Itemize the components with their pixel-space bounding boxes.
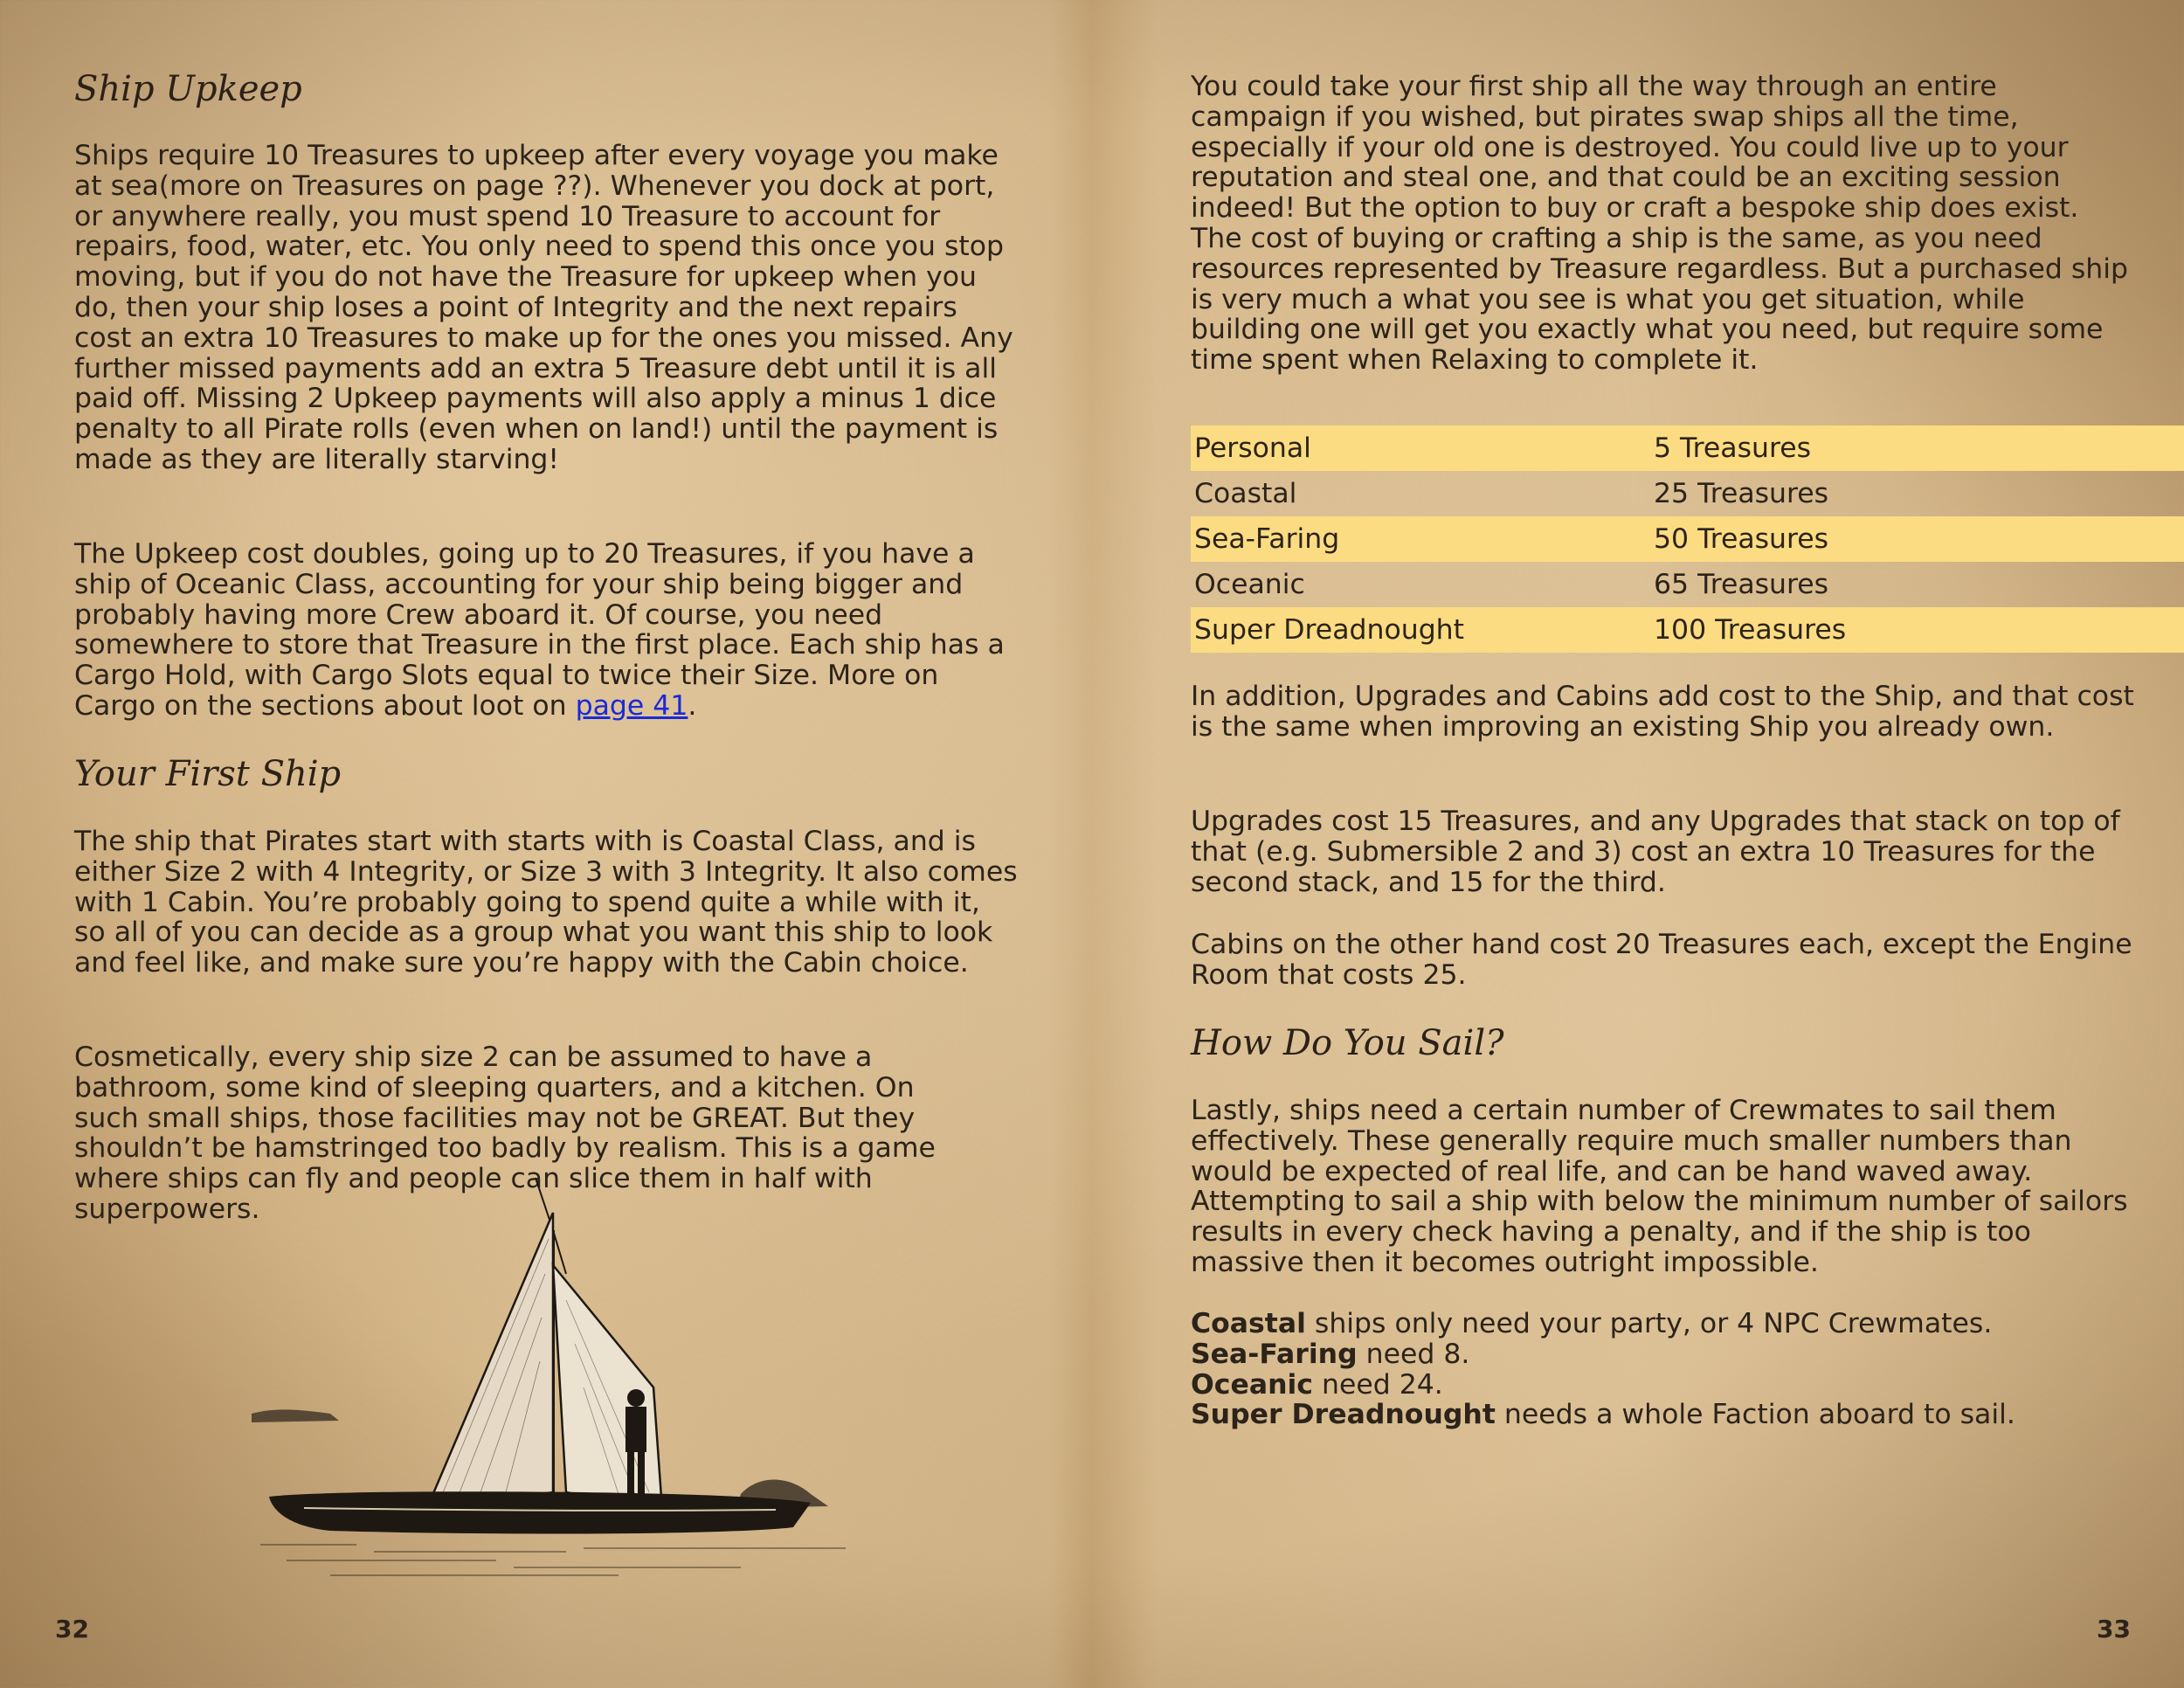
sailboat-engraving-icon: [252, 1178, 881, 1588]
ship-class-cell: Personal: [1194, 432, 1311, 464]
right-page: [1092, 0, 2184, 1688]
table-row: [1191, 425, 2184, 471]
cabins-paragraph: Cabins on the other hand cost 20 Treasures each, except the Engine Room that costs 25.: [1191, 929, 2132, 991]
page-number-right: 33: [2097, 1615, 2131, 1643]
crew-line-coastal: Coastal ships only need your party, or 4 NPC Crewmates.: [1191, 1308, 1993, 1339]
page-number-left: 32: [55, 1615, 89, 1643]
ship-cost-cell: 25 Treasures: [1654, 478, 1829, 509]
heading-your-first-ship: Your First Ship: [74, 754, 342, 794]
ship-class-cell: Super Dreadnought: [1194, 614, 1465, 646]
crew-line-oceanic: Oceanic need 24.: [1191, 1368, 1443, 1401]
crew-line-super-dreadnought: Super Dreadnought needs a whole Faction aboard to sail.: [1191, 1399, 2015, 1431]
period: .: [688, 689, 697, 722]
ship-cost-cell: 5 Treasures: [1654, 432, 1812, 464]
ship-class-cell: Oceanic: [1194, 569, 1305, 600]
first-ship-paragraph-1: The ship that Pirates start with starts with is Coastal Class, and is either Size 2 with 4 Integrity, or Size 3 with 3 Integrity. It also comes with 1 Cabin. You’re probably going to spend quite a while with it, so all of you can decide as a group what you want this ship to look and feel like, and make sure you’re happy with the Cabin choice.: [74, 826, 1018, 979]
sail-paragraph: Lastly, ships need a certain number of Crewmates to sail them effectively. These generally require much smaller numbers than would be expected of real life, and can be hand waved away. Attempting to sail a ship with below the minimum number of sailors results in every check having a penalty, and if the ship is too massive then it becomes outright impossible.: [1191, 1095, 2128, 1278]
heading-how-do-you-sail: How Do You Sail?: [1191, 1023, 1504, 1063]
crew-requirements-list: [1191, 1309, 2134, 1430]
table-row: [1191, 516, 2184, 562]
addition-paragraph: In addition, Upgrades and Cabins add cost to the Ship, and that cost is the same when improving an existing Ship you already own.: [1191, 681, 2134, 743]
upgrades-paragraph: Upgrades cost 15 Treasures, and any Upgrades that stack on top of that (e.g. Submersible 2 and 3) cost an extra 10 Treasures for the second stack, and 15 for the third.: [1191, 806, 2120, 898]
ship-class-cell: Sea-Faring: [1194, 523, 1340, 555]
ship-cost-cell: 50 Treasures: [1654, 523, 1829, 555]
ship-class-cell: Coastal: [1194, 478, 1297, 509]
ship-upkeep-paragraph-2: [74, 539, 1018, 722]
ship-cost-cell: 65 Treasures: [1654, 569, 1829, 600]
table-row: [1191, 607, 2184, 653]
page-41-link[interactable]: page 41: [575, 689, 688, 722]
intro-paragraph: You could take your first ship all the way through an entire campaign if you wished, but pirates swap ships all the time, especially if your old one is destroyed. You could live up to your reputation and steal one, and that could be an exciting session indeed! But the option to buy or craft a bespoke ship does exist. The cost of buying or crafting a ship is the same, as you need resources represented by Treasure regardless. But a purchased ship is very much a what you see is what you get situation, while building one will get you exactly what you need, but require some time spent when Relaxing to complete it.: [1191, 71, 2128, 377]
table-row: [1191, 562, 2184, 607]
ship-cost-table: [1191, 425, 2184, 653]
heading-ship-upkeep: Ship Upkeep: [74, 69, 302, 109]
ship-upkeep-paragraph-2-text: The Upkeep cost doubles, going up to 20 Treasures, if you have a ship of Oceanic Class, accounting for your ship being bigger and probably having more Crew aboard it. Of course, you need somewhere to store that Treasure in the first place. Each ship has a Cargo Hold, with Cargo Slots equal to twice their Size. More on Cargo on the sections about loot on: [74, 538, 1005, 722]
table-row: [1191, 471, 2184, 516]
first-ship-paragraph-2: Cosmetically, every ship size 2 can be assumed to have a bathroom, some kind of sleeping quarters, and a kitchen. On such small ships, those facilities may not be GREAT. But they shouldn’t be hamstringed too badly by realism. This is a game where ships can fly and people can slice them in half with superpowers.: [74, 1041, 936, 1225]
crew-line-sea-faring: Sea-Faring need 8.: [1191, 1338, 1470, 1370]
ship-cost-cell: 100 Treasures: [1654, 614, 1847, 646]
ship-upkeep-paragraph-1: Ships require 10 Treasures to upkeep after every voyage you make at sea(more on Treasures on page ??). Whenever you dock at port, or anywhere really, you must spend 10 Treasure to account for repairs, food, water, etc. You only need to spend this once you stop moving, but if you do not have the Treasure for upkeep when you do, then your ship loses a point of Integrity and the next repairs cost an extra 10 Treasures to make up for the ones you missed. Any further missed payments add an extra 5 Treasure debt until it is all paid off. Missing 2 Upkeep payments will also apply a minus 1 dice penalty to all Pirate rolls (even when on land!) until the payment is made as they are literally starving!: [74, 140, 1013, 475]
